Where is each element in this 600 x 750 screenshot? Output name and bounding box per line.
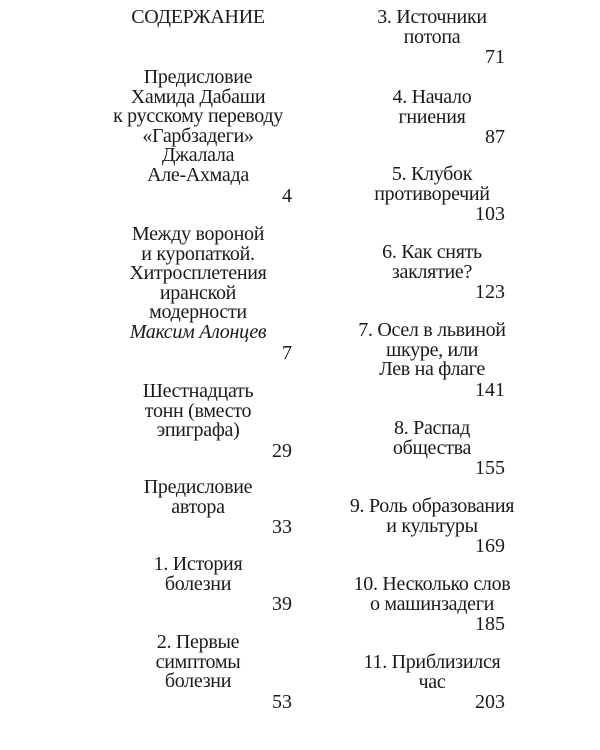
toc-entry-title: 8. Распад общества (392, 417, 472, 459)
toc-entry-page: 155 (475, 457, 505, 480)
toc-entry-title: Между вороной и куропаткой. Хитросплетения иранской модерности (129, 223, 267, 324)
toc-entry-page: 29 (272, 439, 292, 462)
toc-entry[interactable] (332, 321, 532, 400)
toc-entry[interactable] (98, 633, 298, 712)
toc-entry[interactable] (98, 478, 298, 538)
toc-entry-page: 185 (475, 613, 505, 636)
toc-entry-title: 6. Как снять заклятие? (382, 241, 482, 283)
toc-entry-page: 87 (485, 126, 505, 149)
toc-entry-author: Максим Алонцев (129, 320, 267, 343)
toc-entry-title: 5. Клубок противоречий (374, 163, 490, 205)
page-title: СОДЕРЖАНИЕ (131, 6, 265, 28)
toc-entry[interactable] (98, 382, 298, 461)
toc-entry-title: Предисловие автора (143, 476, 253, 518)
toc-entry-title: 2. Первые симптомы болезни (155, 631, 241, 693)
toc-entry-title: Предисловие Хамида Дабаши к русскому переводу «Гарбзадеги» Джалала Але-Ахмада (113, 66, 283, 186)
toc-entry-title: 11. Приблизился час (363, 651, 501, 693)
toc-entry[interactable] (98, 225, 298, 363)
toc-entry-page: 169 (475, 535, 505, 558)
toc-entry[interactable] (98, 555, 298, 615)
toc-entry[interactable] (332, 497, 532, 557)
toc-entry-title: Шестнадцать тонн (вместо эпиграфа) (142, 380, 254, 442)
toc-entry-page: 33 (272, 516, 292, 539)
toc-entry-title: 1. История болезни (153, 553, 243, 595)
toc-entry-page: 4 (282, 184, 292, 207)
toc-entry-page: 203 (475, 691, 505, 714)
toc-entry[interactable] (332, 8, 532, 68)
toc-entry-page: 71 (485, 46, 505, 69)
toc-entry-title: 7. Осел в львиной шкуре, или Лев на флаге (358, 319, 506, 381)
toc-entry-title: 3. Источники потопа (377, 6, 487, 48)
toc-entry-title: 9. Роль образования и культуры (349, 495, 515, 537)
toc-entry-page: 123 (475, 281, 505, 304)
toc-entry-page: 141 (475, 378, 505, 401)
toc-entry[interactable] (332, 165, 532, 225)
toc-entry-page: 53 (272, 690, 292, 713)
toc-entry[interactable] (332, 243, 532, 303)
toc-entry-title: 10. Несколько слов о машинзадеги (353, 573, 511, 615)
toc-entry[interactable] (332, 88, 532, 148)
toc-entry-page: 7 (282, 341, 292, 364)
toc-entry[interactable] (332, 419, 532, 479)
toc-entry[interactable] (332, 653, 532, 713)
toc-entry[interactable] (98, 68, 298, 206)
toc-entry[interactable] (332, 575, 532, 635)
toc-entry-page: 39 (272, 593, 292, 616)
toc-entry-title: 4. Начало гниения (392, 86, 472, 128)
toc-entry-page: 103 (475, 203, 505, 226)
